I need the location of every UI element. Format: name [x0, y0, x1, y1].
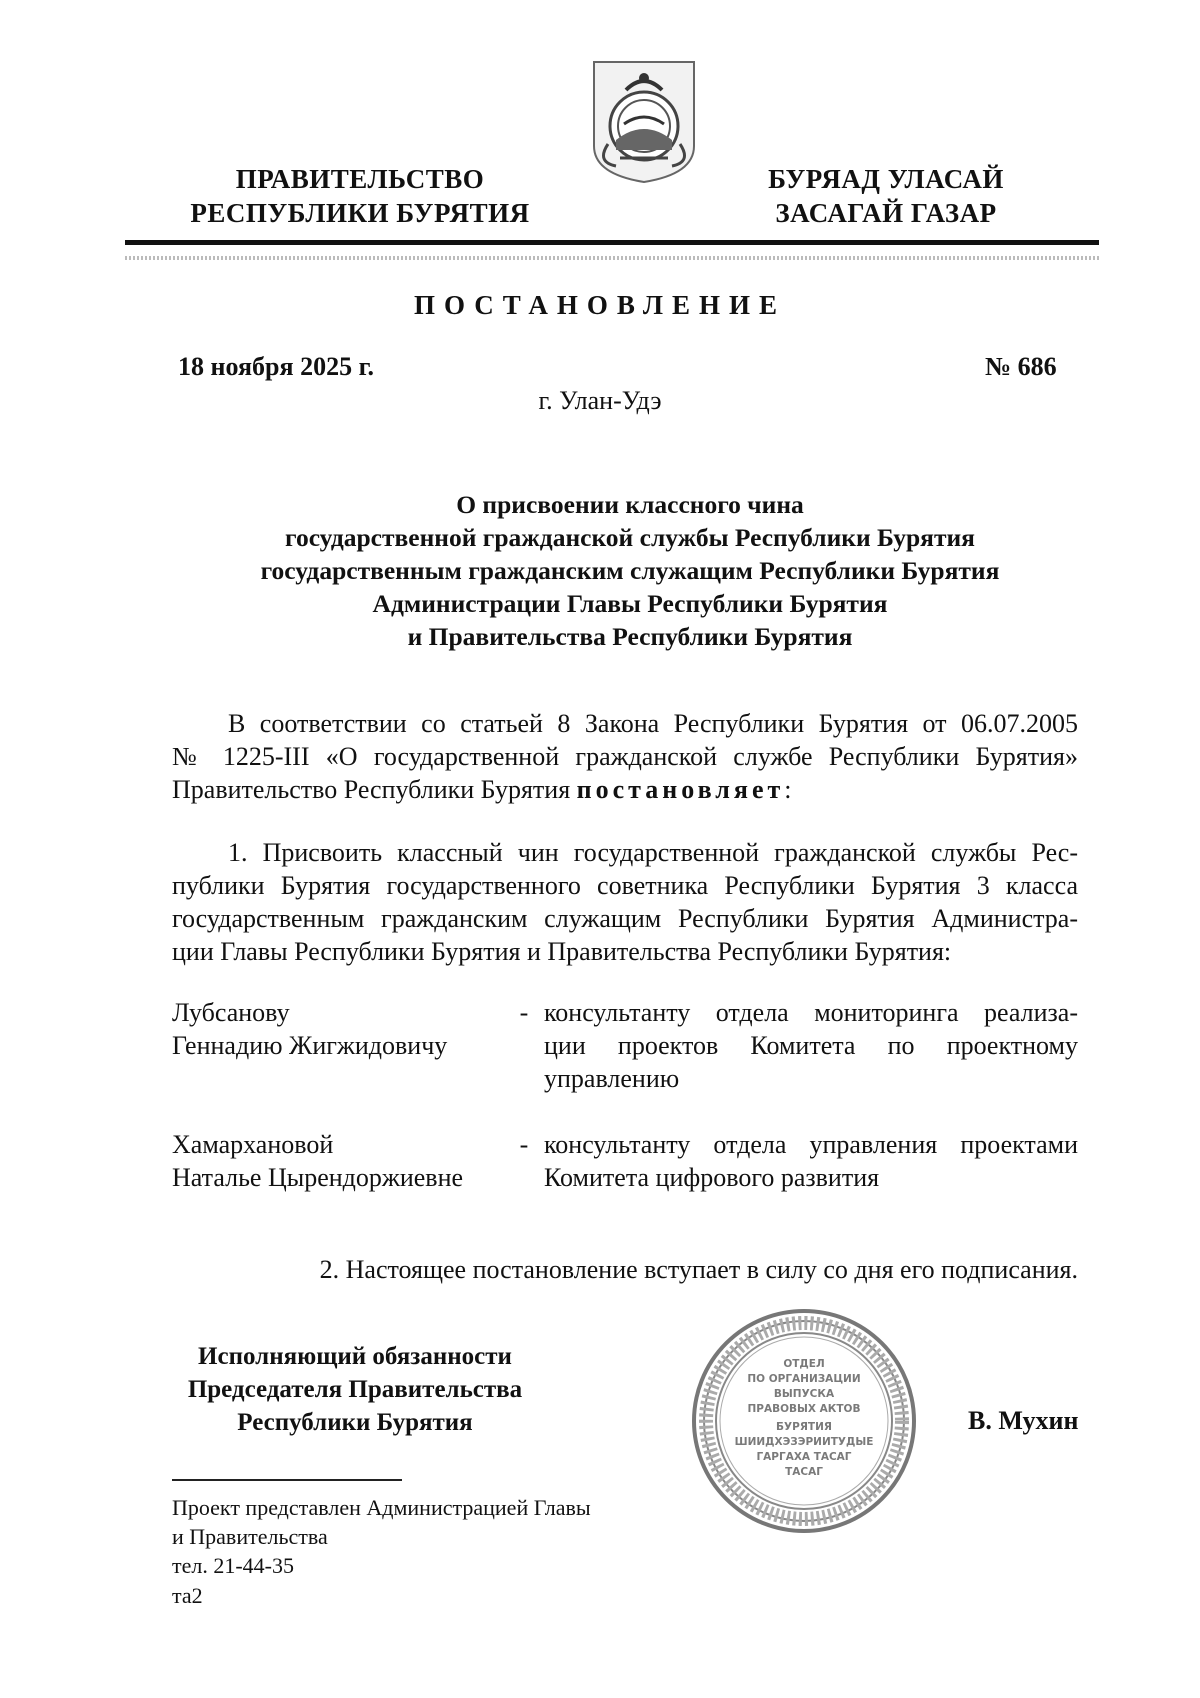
- document-number: № 686: [985, 352, 1057, 381]
- title-line: Администрации Главы Республики Бурятия: [372, 589, 888, 618]
- footnote-divider: [172, 1479, 402, 1481]
- position-line: управлению: [544, 1064, 680, 1093]
- footnote-line2: и Правительства: [172, 1524, 328, 1549]
- clause-2: 2. Настоящее постановление вступает в силу со дня его подписания.: [319, 1255, 1078, 1284]
- signatory-role-line3: Республики Бурятия: [237, 1409, 473, 1436]
- preamble-line3-start: Правительство Республики Бурятия: [172, 775, 577, 804]
- preamble-line1: В соответствии со статьей 8 Закона Республики Бурятия от 06.07.2005: [228, 709, 1078, 738]
- document-city: г. Улан-Удэ: [538, 386, 662, 415]
- preamble-line2: № 1225-III «О государственной гражданской службе Республики Бурятия»: [172, 742, 1078, 771]
- clause-1-line4: ции Главы Республики Бурятия и Правительства Республики Бурятия:: [172, 937, 952, 966]
- footnote-line1: Проект представлен Администрацией Главы: [172, 1495, 591, 1520]
- signatory-name: В. Мухин: [968, 1406, 1079, 1435]
- header-left-line2: РЕСПУБЛИКИ БУРЯТИЯ: [190, 198, 530, 228]
- coat-of-arms-icon: [586, 54, 702, 186]
- clause-1-line3: государственным гражданским служащим Республики Бурятия Администра-: [172, 904, 1078, 933]
- seal-text: ПО ОРГАНИЗАЦИИ: [747, 1373, 861, 1385]
- seal-text: БУРЯТИЯ: [776, 1421, 832, 1433]
- document-type: ПОСТАНОВЛЕНИЕ: [413, 290, 787, 320]
- persons-list: [172, 996, 1078, 1260]
- title-line: и Правительства Республики Бурятия: [407, 622, 853, 651]
- seal-text: ВЫПУСКА: [773, 1388, 835, 1400]
- seal-text: ГАРГАХА ТАСАГ: [756, 1451, 852, 1463]
- person-name: [172, 1128, 492, 1194]
- preamble-line3-end: :: [784, 775, 792, 804]
- header-right-line1: БУРЯАД УЛАСАЙ: [768, 164, 1004, 194]
- document-date: 18 ноября 2025 г.: [178, 352, 374, 381]
- person-entry: [172, 1128, 1078, 1260]
- person-dash: -: [519, 998, 529, 1027]
- person-given-names: Геннадию Жигжидовичу: [172, 1031, 448, 1060]
- position-line: Комитета цифрового развития: [544, 1163, 880, 1192]
- title-line: государственной гражданской службы Республики Бурятия: [285, 523, 975, 552]
- position-line: консультанту отдела управления проектами: [544, 1130, 1078, 1159]
- header-dotted-divider: [125, 256, 1099, 260]
- footnote-phone: тел. 21-44-35: [172, 1553, 295, 1578]
- person-position: [544, 996, 1078, 1095]
- preamble-paragraph: [172, 707, 1078, 806]
- clause-1-line2: публики Бурятия государственного советника Республики Бурятия 3 класса: [172, 871, 1078, 900]
- document-title: [180, 488, 1080, 653]
- signatory-role: [155, 1340, 555, 1439]
- person-entry: [172, 996, 1078, 1128]
- header-right-line2: ЗАСАГАЙ ГАЗАР: [775, 198, 997, 228]
- signatory-role-line1: Исполняющий обязанности: [198, 1343, 512, 1370]
- decree-verb: постановляет: [576, 775, 785, 804]
- clause-1-line1: 1. Присвоить классный чин государственной гражданской службы Рес-: [228, 838, 1078, 867]
- header-left-line1: ПРАВИТЕЛЬСТВО: [235, 164, 485, 194]
- person-dash: -: [519, 1130, 529, 1159]
- official-seal-icon: [688, 1305, 920, 1537]
- signatory-role-line2: Председателя Правительства: [187, 1376, 523, 1403]
- person-position: [544, 1128, 1078, 1194]
- header-left-title: [180, 162, 540, 230]
- title-line: О присвоении классного чина: [456, 490, 804, 519]
- clause-1: [172, 836, 1078, 968]
- person-name: [172, 996, 492, 1062]
- person-surname: Лубсанову: [172, 998, 290, 1027]
- position-line: ции проектов Комитета по проектному: [544, 1031, 1078, 1060]
- person-surname: Хамархановой: [172, 1130, 334, 1159]
- position-line: консультанту отдела мониторинга реализа-: [544, 998, 1078, 1027]
- footnote: [172, 1493, 591, 1580]
- seal-text: ПРАВОВЫХ АКТОВ: [747, 1403, 861, 1415]
- seal-text: ОТДЕЛ: [783, 1358, 825, 1370]
- header-divider: [125, 240, 1099, 245]
- document-code: та2: [172, 1583, 203, 1608]
- header-right-title: [742, 162, 1030, 230]
- person-given-names: Наталье Цырендоржиевне: [172, 1163, 464, 1192]
- title-line: государственным гражданским служащим Республики Бурятия: [260, 556, 1000, 585]
- seal-text: ШИИДХЭЗЭРИИТУДЫЕ: [734, 1436, 874, 1448]
- seal-text: ТАСАГ: [785, 1466, 823, 1478]
- preamble-line3: [172, 773, 1078, 806]
